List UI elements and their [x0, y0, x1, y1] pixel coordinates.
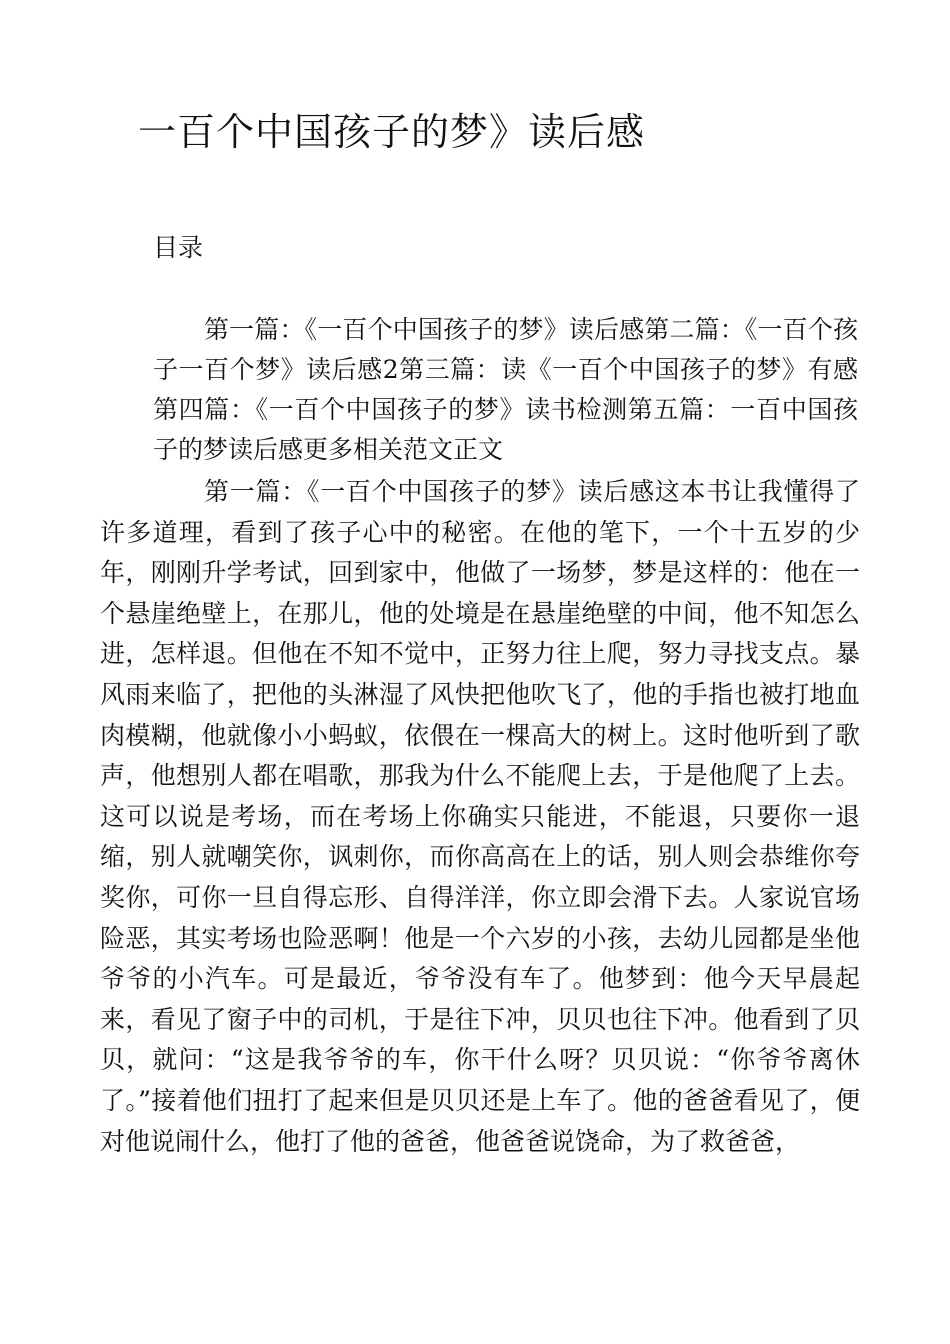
- toc-paragraph: 第一篇：《一百个中国孩子的梦》读后感第二篇：《一百个孩子一百个梦》读后感2第三篇：读《一百个中国孩子的梦》有感第四篇：《一百个中国孩子的梦》读书检测第五篇：一百中国孩子的梦读后感更多相关范文正文: [153, 315, 858, 464]
- document-title: 一百个中国孩子的梦》读后感: [138, 110, 646, 154]
- toc-heading: 目录: [153, 233, 204, 262]
- body-paragraph: 第一篇：《一百个中国孩子的梦》读后感这本书让我懂得了许多道理，看到了孩子心中的秘密。在他的笔下，一个十五岁的少年，刚刚升学考试，回到家中，他做了一场梦，梦是这样的：他在一个悬崖绝壁上，在那儿，他的处境是在悬崖绝壁的中间，他不知怎么进，怎样退。但他在不知不觉中，正努力往上爬，努力寻找支点。暴风雨来临了，把他的头淋湿了风快把他吹飞了，他的手指也被打地血肉模糊，他就像小小蚂蚁，依偎在一棵高大的树上。这时他听到了歌声，他想别人都在唱歌，那我为什么不能爬上去，于是他爬了上去。这可以说是考场，而在考场上你确实只能进，不能退，只要你一退缩，别人就嘲笑你，讽刺你，而你高高在上的话，别人则会恭维你夸奖你，可你一旦自得忘形、自得洋洋，你立即会滑下去。人家说官场险恶，其实考场也险恶啊！他是一个六岁的小孩，去幼儿园都是坐他爷爷的小汽车。可是最近，爷爷没有车了。他梦到：他今天早晨起来，看见了窗子中的司机，于是往下冲，贝贝也往下冲。他看到了贝贝，就问：“这是我爷爷的车，你干什么呀？贝贝说：“你爷爷离休了。”接着他们扭打了起来但是贝贝还是上车了。他的爸爸看见了，便对他说闹什么，他打了他的爸爸，他爸爸说饶命，为了救爸爸，: [100, 477, 860, 1156]
